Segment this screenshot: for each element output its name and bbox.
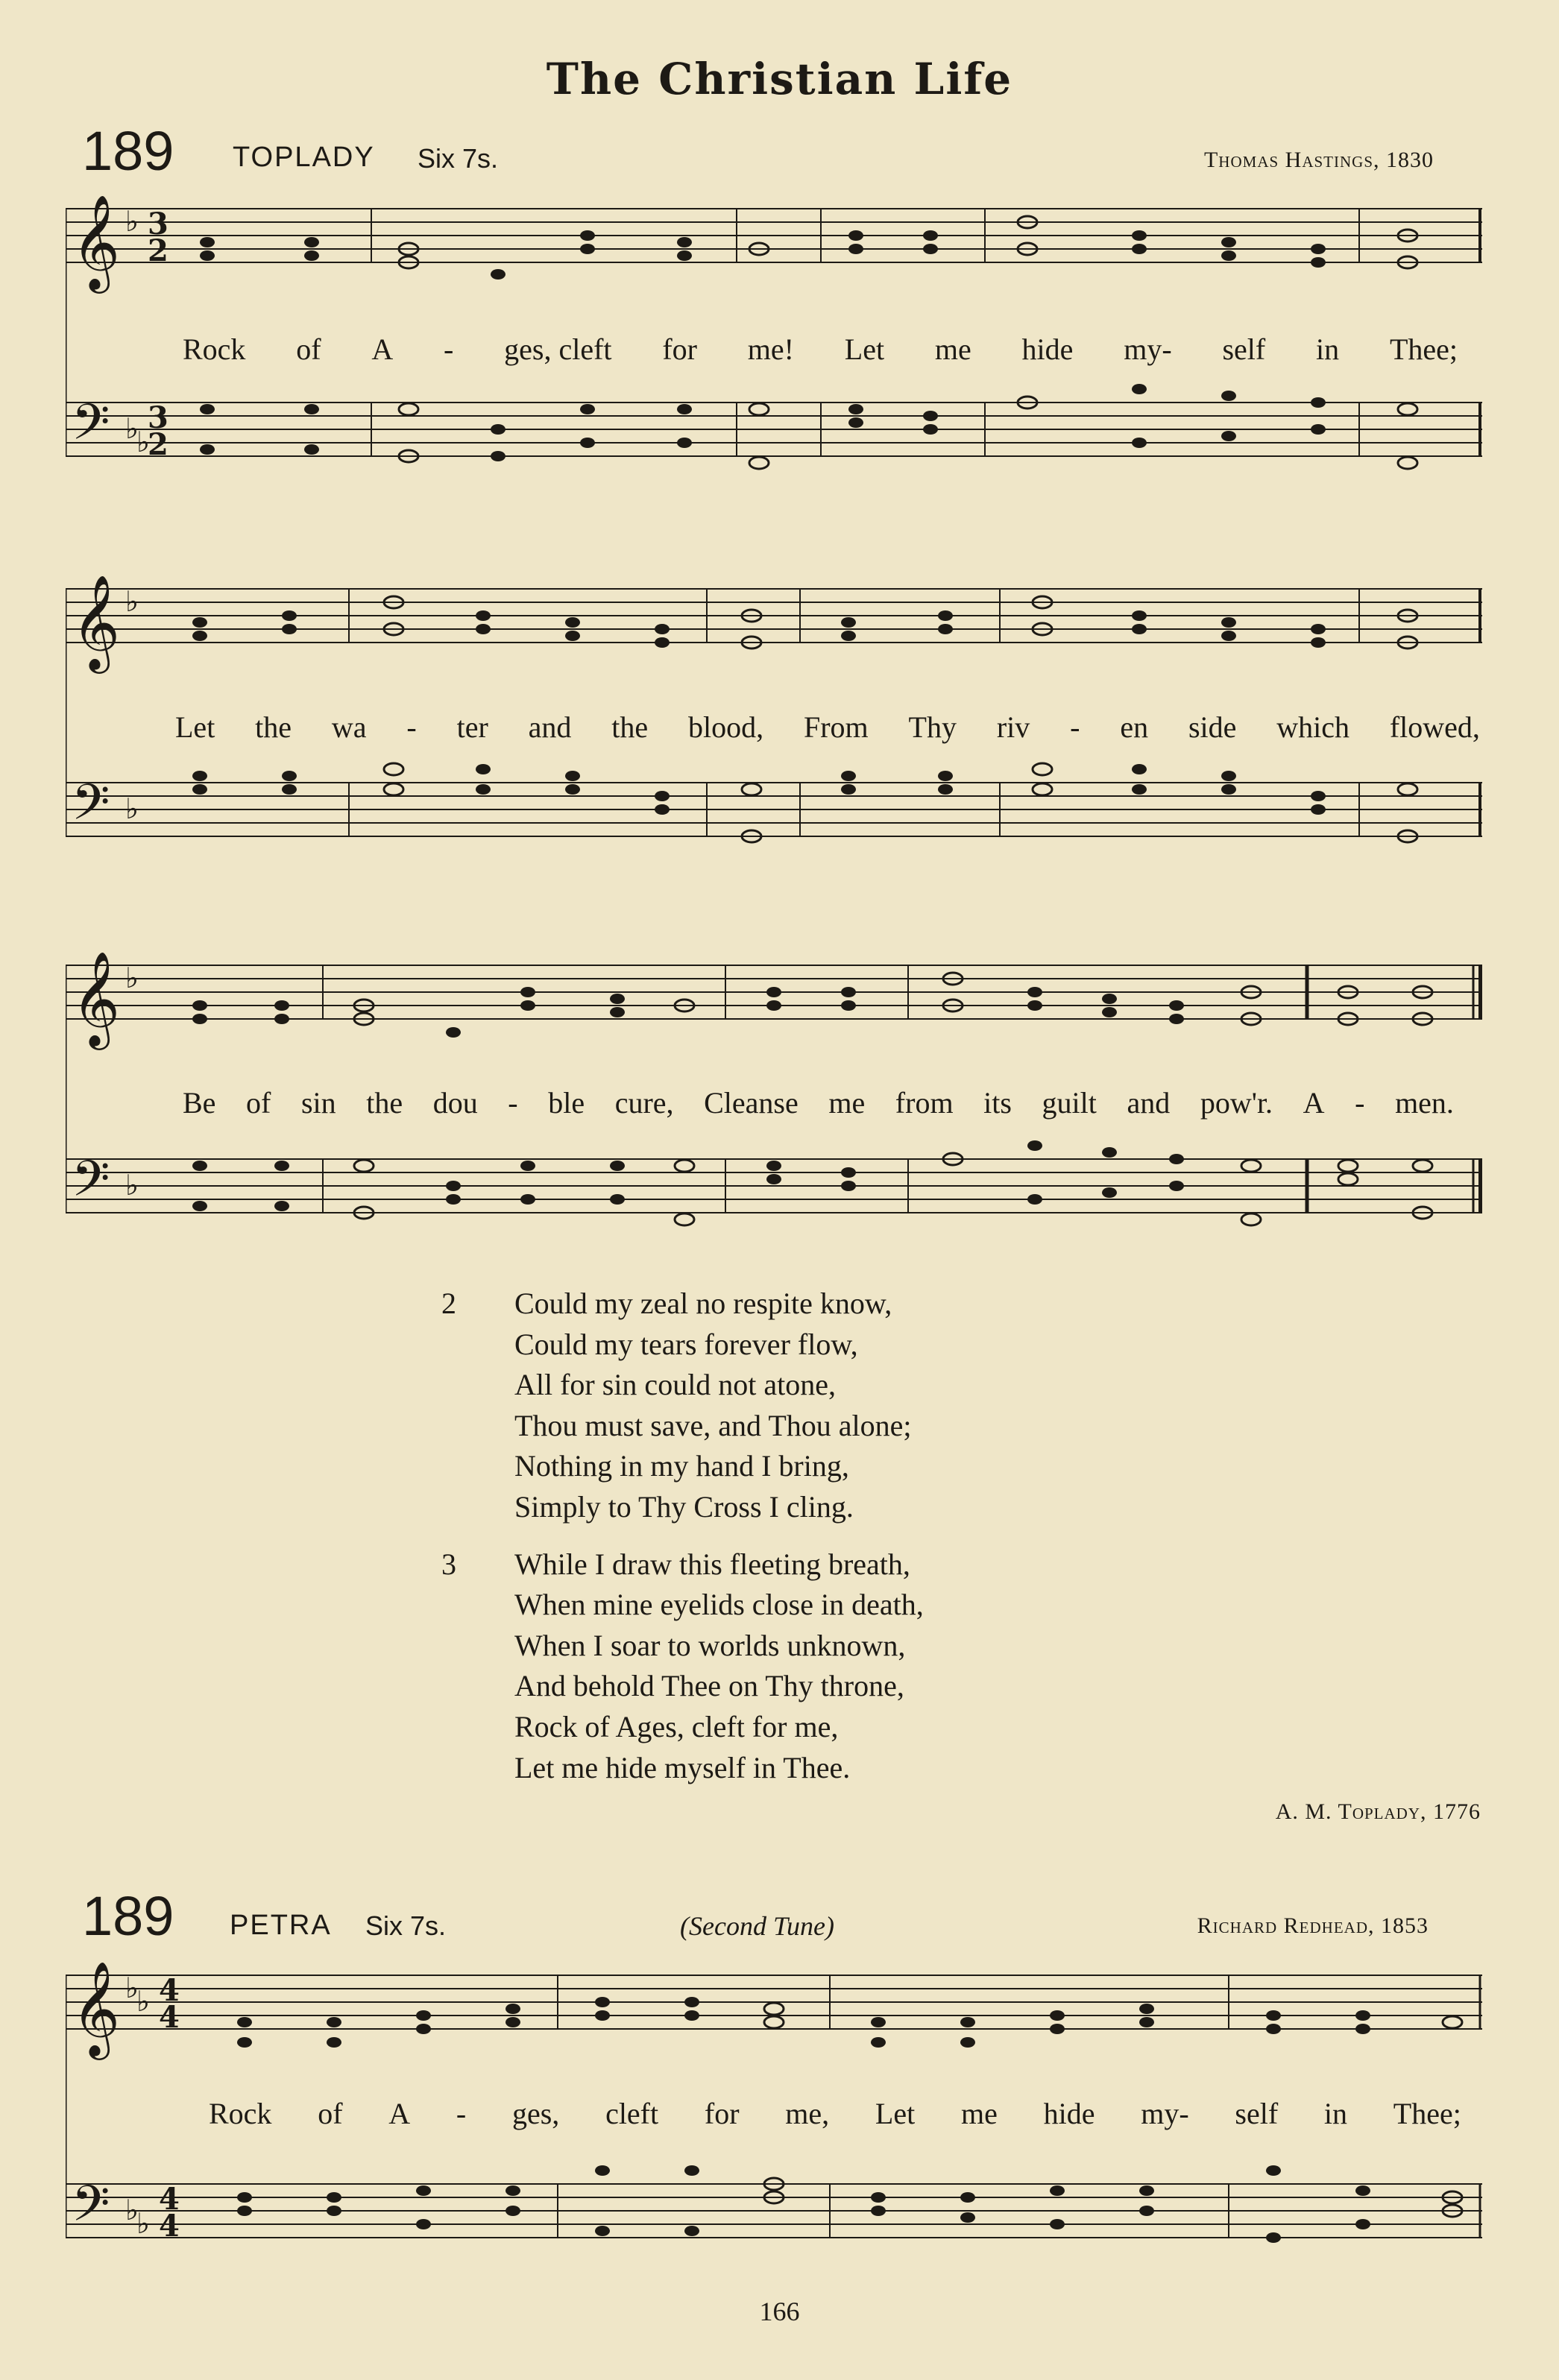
svg-text:♭: ♭ <box>125 1972 139 2004</box>
svg-text:♭: ♭ <box>125 792 139 825</box>
composer-2: Richard Redhead, 1853 <box>1197 1913 1429 1938</box>
svg-text:2: 2 <box>148 427 169 462</box>
verse-line: Could my zeal no respite know, <box>514 1287 892 1320</box>
verse-3 <box>441 1544 924 1789</box>
svg-text:𝄞: 𝄞 <box>72 1960 121 2056</box>
meter-2: Six 7s. <box>365 1910 447 1941</box>
svg-text:𝄢: 𝄢 <box>72 1150 110 1219</box>
section-title: The Christian Life <box>546 54 1013 104</box>
verse-line: Nothing in my hand I bring, <box>514 1449 849 1483</box>
composer: Thomas Hastings, 1830 <box>1203 148 1434 172</box>
svg-text:4: 4 <box>159 2182 180 2217</box>
svg-text:𝄞: 𝄞 <box>72 574 121 669</box>
tune-name: TOPLADY <box>233 142 375 173</box>
svg-text:♭: ♭ <box>125 962 139 994</box>
verse-number: 2 <box>441 1287 456 1320</box>
svg-text:♭: ♭ <box>136 2207 150 2240</box>
verse-line: Could my tears forever flow, <box>514 1327 858 1361</box>
verse-number: 3 <box>441 1547 456 1581</box>
svg-text:3: 3 <box>148 206 169 242</box>
verse-line: And behold Thee on Thy throne, <box>514 1669 904 1703</box>
verse-line: When mine eyelids close in death, <box>514 1588 924 1622</box>
svg-text:♭: ♭ <box>125 412 139 445</box>
svg-text:♭: ♭ <box>125 205 139 238</box>
lyric-line-2: Let the wa - ter and the blood, From Thy riv - en side which flowed, <box>175 710 1480 744</box>
lyric-line-1: Rock of A - ges, cleft for me! Let me hide my- self in Thee; <box>183 332 1458 366</box>
verse-line: Simply to Thy Cross I cling. <box>514 1489 854 1524</box>
svg-text:2: 2 <box>148 233 169 268</box>
verse-2 <box>441 1284 924 1528</box>
second-tune-note: (Second Tune) <box>680 1911 834 1941</box>
verse-line: When I soar to worlds unknown, <box>514 1628 906 1662</box>
svg-text:𝄞: 𝄞 <box>72 950 121 1046</box>
svg-text:♭: ♭ <box>136 1985 150 2018</box>
hymn-number: 189 <box>82 120 174 182</box>
verse-line: While I draw this fleeting breath, <box>514 1547 910 1581</box>
tune-name-2: PETRA <box>230 1910 332 1941</box>
verses <box>441 1284 924 1805</box>
svg-text:♭: ♭ <box>125 1169 139 1202</box>
svg-text:𝄢: 𝄢 <box>72 2175 110 2244</box>
svg-text:4: 4 <box>159 2000 180 2035</box>
svg-text:𝄢: 𝄢 <box>72 774 110 843</box>
verse-line: All for sin could not atone, <box>514 1368 837 1402</box>
verse-line: Thou must save, and Thou alone; <box>514 1408 912 1442</box>
svg-text:4: 4 <box>159 2209 180 2244</box>
lyric-line-4: Rock of A - ges, cleft for me, Let me hide my- self in Thee; <box>209 2097 1461 2130</box>
verse-line: Let me hide myself in Thee. <box>514 1750 851 1784</box>
author-credit: A. M. Toplady, 1776 <box>1275 1799 1481 1824</box>
svg-text:♭: ♭ <box>125 585 139 618</box>
verse-line: Rock of Ages, cleft for me, <box>514 1709 839 1743</box>
svg-text:𝄢: 𝄢 <box>72 394 110 463</box>
lyric-line-3: Be of sin the dou - ble cure, Cleanse me from its guilt and pow'r. A - men. <box>183 1086 1454 1120</box>
meter: Six 7s. <box>418 143 499 174</box>
svg-text:♭: ♭ <box>136 426 150 458</box>
svg-text:3: 3 <box>148 400 169 435</box>
svg-text:𝄞: 𝄞 <box>72 194 121 289</box>
hymn-number-2: 189 <box>82 1885 174 1947</box>
svg-text:4: 4 <box>159 1973 180 2008</box>
page-number: 166 <box>759 2297 800 2326</box>
svg-text:♭: ♭ <box>125 2194 139 2226</box>
